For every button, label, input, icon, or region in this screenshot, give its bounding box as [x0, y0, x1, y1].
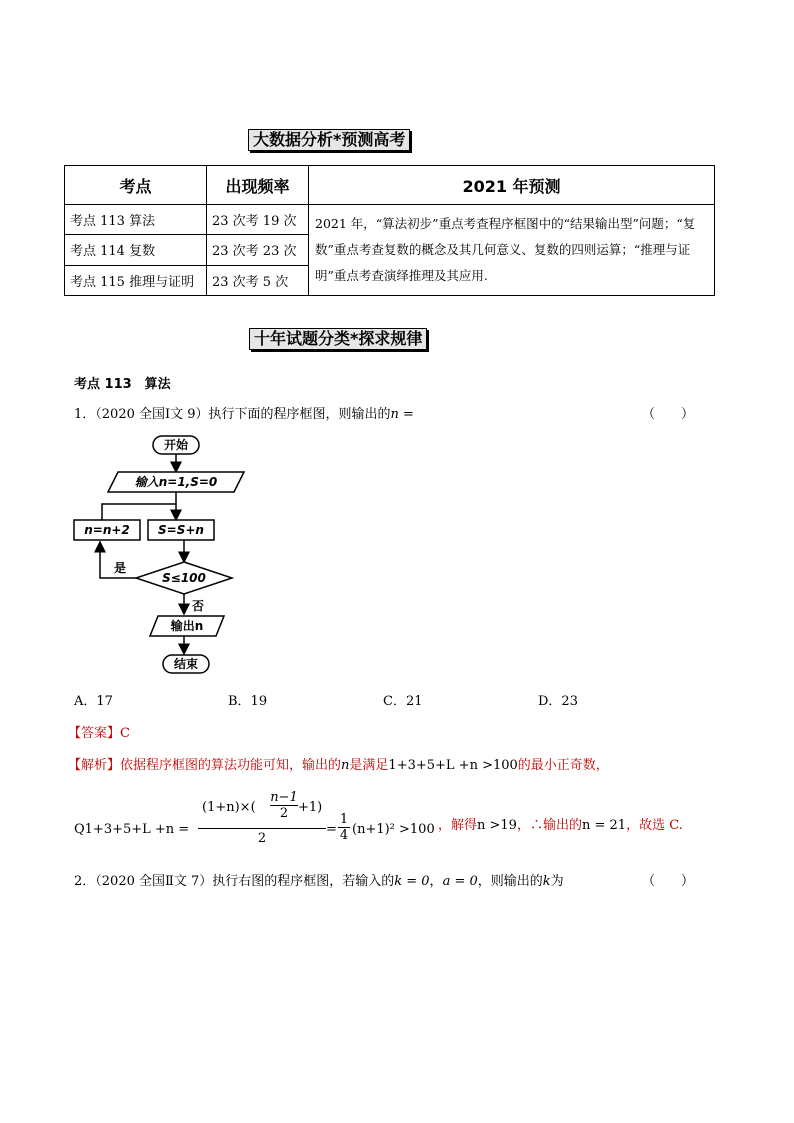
fraction-numerator — [198, 790, 326, 826]
frequency-table — [64, 165, 715, 296]
analysis-label: 【解析】 — [68, 758, 121, 773]
q1-stem — [74, 403, 414, 422]
q1-option-b: B．19 — [228, 694, 268, 709]
analysis-quarter — [338, 812, 350, 843]
table-row — [65, 205, 715, 235]
flowchart-output-label: 输出n — [170, 619, 204, 633]
q2-tail2: 为 — [550, 874, 564, 889]
analysis-var-n: n — [341, 758, 350, 773]
flowchart-no-label: 否 — [192, 599, 205, 613]
table-cell-freq: 23 次考 23 次 — [207, 235, 309, 265]
table-cell-freq: 23 次考 19 次 — [207, 205, 309, 235]
q2-answer-paren: （ ） — [642, 874, 695, 889]
q2-sep: ， — [429, 874, 443, 889]
flowchart-input-label: 输入n=1,S=0 — [134, 475, 218, 489]
q1-stem-suffix: = — [398, 407, 414, 422]
table-cell-prediction: 2021 年，“算法初步”重点考查程序框图中的“结果输出型”问题；“复数”重点考查复数的概念及其几何意义、复数的四则运算；“推理与证明”重点考查演绎推理及其应用. — [309, 205, 715, 296]
kp113-heading: 考点 113 算法 — [74, 377, 171, 392]
table-cell-freq: 23 次考 5 次 — [207, 265, 309, 295]
q1-var: n — [390, 407, 399, 422]
analysis-text-1: 依据程序框图的算法功能可知，输出的 — [120, 758, 342, 773]
analysis-therefore: ，∴输出的 — [516, 818, 582, 833]
analysis-equals: = — [326, 822, 337, 837]
flowchart — [66, 430, 246, 680]
flowchart-update-s-label: S=S+n — [158, 523, 204, 537]
table-header-kp: 考点 — [65, 166, 207, 205]
fraction-bar — [198, 828, 326, 829]
q2-k-var: k — [542, 874, 551, 889]
flowchart-start-label: 开始 — [163, 438, 189, 452]
q2-stem — [74, 870, 564, 889]
analysis-result: n = 21 — [581, 818, 627, 833]
analysis-final: ，故选 C. — [626, 818, 683, 833]
fraction-inner-den: 2 — [279, 806, 289, 821]
q1-answer-paren: （ ） — [642, 407, 695, 422]
table-cell-kp: 考点 113 算法 — [65, 205, 207, 235]
q1-option-a: A．17 — [74, 694, 113, 709]
analysis-line-2-tail — [438, 814, 683, 833]
section-title-prediction: 大数据分析*预测高考 — [248, 129, 410, 151]
table-header-prediction: 2021 年预测 — [309, 166, 715, 205]
section-title-classification: 十年试题分类*探求规律 — [249, 328, 427, 350]
table-header-row — [65, 166, 715, 205]
analysis-rhs: (n+1)² >100 — [352, 822, 435, 837]
table-header-freq: 出现频率 — [207, 166, 309, 205]
flowchart-update-n-label: n=n+2 — [84, 523, 130, 537]
analysis-line-1 — [68, 754, 609, 773]
flowchart-end-label: 结束 — [173, 657, 199, 671]
answer-line — [68, 722, 130, 741]
quarter-num: 1 — [339, 812, 349, 827]
analysis-fraction — [198, 790, 326, 846]
analysis-solve-expr: n >19 — [477, 818, 517, 833]
q2-tail: ，则输出的 — [477, 874, 543, 889]
fraction-inner-num: n−1 — [270, 790, 298, 805]
fraction-numerator-lead: (1+n)×( — [202, 800, 256, 815]
answer-label: 【答案】 — [68, 726, 121, 741]
q2-k-init: k = 0 — [394, 874, 430, 889]
analysis-solve-label: ，解得 — [438, 818, 478, 833]
q1-option-d: D．23 — [538, 694, 578, 709]
analysis-text-2: 是满足 — [349, 758, 389, 773]
fraction-denominator: 2 — [257, 831, 267, 846]
q2-a-init: a = 0 — [442, 874, 478, 889]
table-cell-kp: 考点 114 复数 — [65, 235, 207, 265]
answer-value: C — [120, 726, 130, 741]
analysis-sum-expression: 1+3+5+L +n >100 — [388, 758, 518, 773]
q1-option-c: C．21 — [383, 694, 423, 709]
table-cell-kp: 考点 115 推理与证明 — [65, 265, 207, 295]
q1-stem-prefix: 1．（2020 全国Ⅰ文 9）执行下面的程序框图，则输出的 — [74, 407, 391, 422]
analysis-text-3: 的最小正奇数， — [517, 758, 609, 773]
analysis-formula-lhs: Q1+3+5+L +n = — [74, 822, 190, 837]
quarter-den: 4 — [339, 828, 349, 843]
q2-stem-text: 2．（2020 全国Ⅱ文 7）执行右图的程序框图，若输入的 — [74, 874, 395, 889]
fraction-inner — [270, 790, 298, 821]
flowchart-yes-label: 是 — [114, 561, 127, 575]
fraction-inner-after: +1) — [298, 800, 323, 815]
flowchart-condition-label: S≤100 — [162, 571, 206, 585]
